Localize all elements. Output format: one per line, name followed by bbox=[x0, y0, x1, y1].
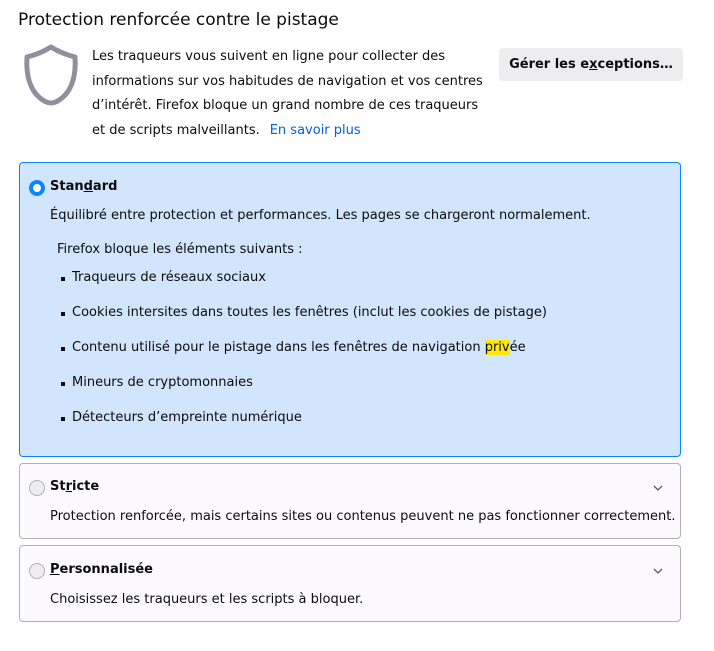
learn-more-link[interactable]: En savoir plus bbox=[269, 123, 361, 139]
blocks-intro: Firefox bloque les éléments suivants : bbox=[57, 242, 303, 257]
standard-label[interactable]: Standard bbox=[50, 179, 118, 194]
blocked-item-tracking-content: Contenu utilisé pour le pistage dans les fenêtres de navigation privée bbox=[60, 338, 547, 373]
button-accesskey: x bbox=[589, 57, 598, 72]
strict-radio[interactable] bbox=[29, 480, 45, 496]
shield-icon bbox=[22, 43, 80, 107]
button-label-pre: Gérer les e bbox=[509, 57, 590, 72]
strict-description: Protection renforcée, mais certains sites ou contenus peuvent ne pas fonctionner correctement. bbox=[50, 509, 676, 524]
standard-radio[interactable] bbox=[29, 180, 45, 196]
description-text: Les traqueurs vous suivent en ligne pour collecter des informations sur vos habitudes de navigation et vos centres d’intérêt. Firefox bloque un grand nombre de ces traqueurs et de scripts malveillants. bbox=[92, 49, 483, 139]
blocked-item-cryptominers: Mineurs de cryptomonnaies bbox=[60, 373, 547, 408]
custom-description: Choisissez les traqueurs et les scripts à bloquer. bbox=[50, 592, 364, 607]
option-strict-card[interactable] bbox=[19, 463, 681, 539]
section-description bbox=[92, 45, 492, 144]
blocked-item-cross-site-cookies: Cookies intersites dans toutes les fenêtres (inclut les cookies de pistage) bbox=[60, 303, 547, 338]
section-title: Protection renforcée contre le pistage bbox=[18, 10, 339, 30]
custom-label[interactable]: Personnalisée bbox=[50, 562, 153, 577]
strict-label[interactable]: Stricte bbox=[50, 479, 100, 494]
option-custom-card[interactable] bbox=[19, 545, 681, 622]
blocked-items-list bbox=[60, 268, 547, 443]
chevron-down-icon[interactable] bbox=[653, 485, 663, 491]
search-highlight: priv bbox=[484, 340, 510, 355]
blocked-item-fingerprinters: Détecteurs d’empreinte numérique bbox=[60, 408, 547, 443]
button-label-post: ceptions… bbox=[597, 57, 673, 72]
option-standard-card[interactable] bbox=[19, 162, 681, 457]
blocked-item-social-trackers: Traqueurs de réseaux sociaux bbox=[60, 268, 547, 303]
manage-exceptions-button[interactable] bbox=[499, 48, 683, 81]
standard-description: Équilibré entre protection et performances. Les pages se chargeront normalement. bbox=[50, 208, 591, 223]
chevron-down-icon[interactable] bbox=[653, 568, 663, 574]
custom-radio[interactable] bbox=[29, 563, 45, 579]
